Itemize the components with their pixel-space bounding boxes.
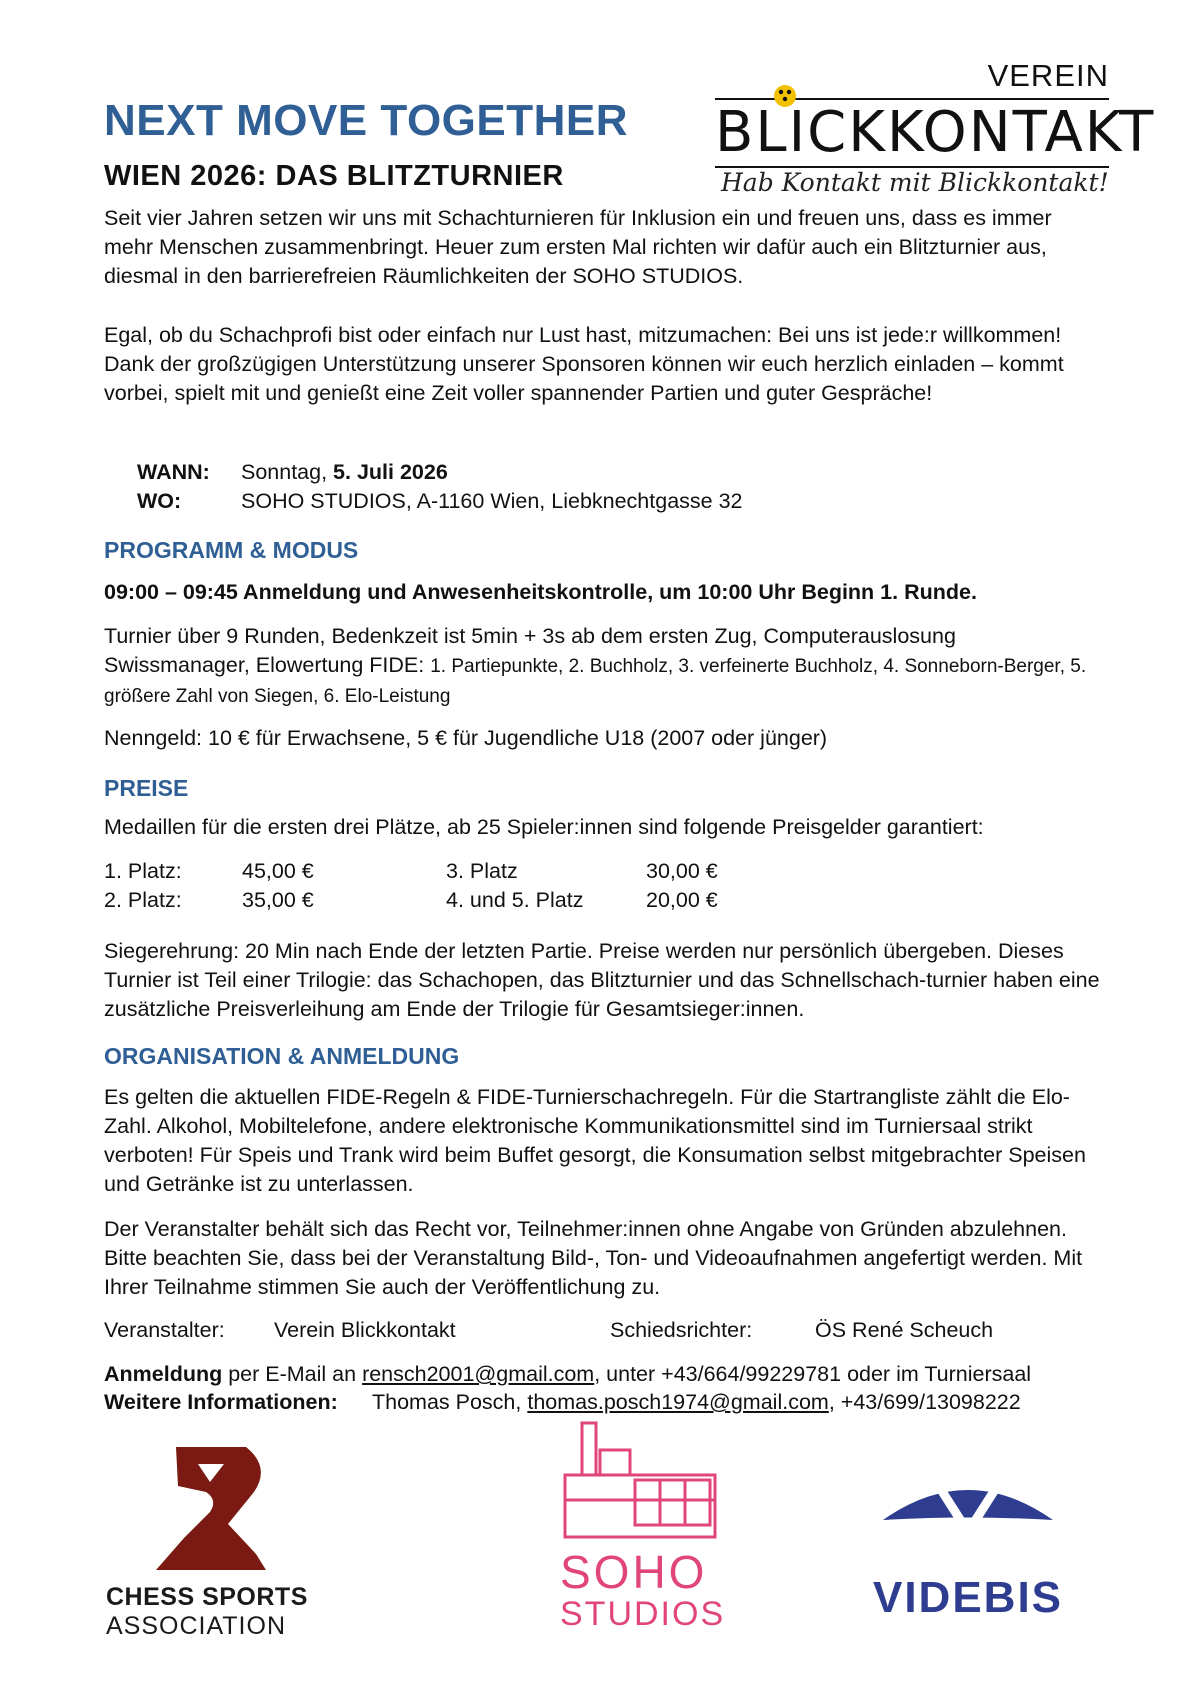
videbis-logo-text: VIDEBIS	[872, 1573, 1064, 1622]
more-info-row	[104, 1390, 1021, 1415]
prize-amount: 35,00 €	[242, 888, 314, 912]
intro-paragraph-1: Seit vier Jahren setzen wir uns mit Schachturnieren für Inklusion ein und freuen uns, dass es immer mehr Menschen zusammenbringt. Heuer zum ersten Mal richten wir dafür auch ein Blitzturnier aus, diesmal in den barrierefreien Räumlichkeiten der SOHO STUDIOS.	[104, 206, 1052, 288]
prize-place: 2. Platz:	[104, 888, 182, 912]
eye-icon	[858, 1480, 1078, 1560]
organizer-value: Verein Blickkontakt	[274, 1318, 456, 1342]
organizer-row	[104, 1318, 456, 1343]
prize-amount: 20,00 €	[646, 888, 718, 912]
logo-slogan: Hab Kontakt mit Blickkontakt!	[721, 168, 1109, 197]
prize-row	[104, 859, 314, 884]
referee-value: ÖS René Scheuch	[815, 1318, 994, 1342]
logo-verein-text: VEREIN	[987, 58, 1109, 93]
soho-logo-line-1: SOHO	[560, 1546, 708, 1598]
preise-ceremony: Siegerehrung: 20 Min nach Ende der letzten Partie. Preise werden nur persönlich übergeben. Dieses Turnier ist Teil einer Trilogie: das Schachopen, das Blitzturnier und das Schnellschach-turnier haben eine zusätzliche Preisverleihung am Ende der Trilogie für Gesamtsieger:innen.	[104, 939, 1100, 1021]
chess-logo-line-1: CHESS SPORTS	[106, 1583, 308, 1611]
registration-email-link[interactable]: rensch2001@gmail.com	[362, 1362, 595, 1386]
prize-row	[446, 888, 718, 913]
programm-fee: Nenngeld: 10 € für Erwachsene, 5 € für Jugendliche U18 (2007 oder jünger)	[104, 726, 828, 750]
more-info-phone: , +43/699/13098222	[828, 1390, 1021, 1414]
page-subtitle: WIEN 2026: DAS BLITZTURNIER	[104, 160, 564, 192]
chess-logo-line-2: ASSOCIATION	[106, 1612, 287, 1640]
videbis-logo	[858, 1480, 1078, 1620]
referee-row	[610, 1318, 993, 1343]
prize-place: 4. und 5. Platz	[446, 888, 584, 912]
registration-label: Anmeldung	[104, 1362, 223, 1386]
registration-text-1: per E-Mail an	[222, 1362, 363, 1386]
registration-text-2: , unter +43/664/99229781 oder im Turniersaal	[594, 1362, 1032, 1386]
prize-amount: 30,00 €	[646, 859, 718, 883]
modus-main: Turnier über 9 Runden, Bedenkzeit ist 5min + 3s ab dem ersten Zug, Computerauslosung Swissmanager, Elowertung FIDE:	[104, 624, 956, 677]
programm-schedule: 09:00 – 09:45 Anmeldung und Anwesenheitskontrolle, um 10:00 Uhr Beginn 1. Runde.	[104, 580, 977, 604]
soho-logo-line-2: STUDIOS	[560, 1595, 726, 1633]
more-info-email-link[interactable]: thomas.posch1974@gmail.com	[527, 1390, 829, 1414]
registration-row	[104, 1362, 1031, 1387]
modus-tiebreaks: 1. Partiepunkte, 2. Buchholz, 3. verfeinerte Buchholz, 4. Sonneborn-Berger, 5. größere Zahl von Siegen, 6. Elo-Leistung	[104, 656, 1087, 707]
organisation-paragraph-2: Der Veranstalter behält sich das Recht vor, Teilnehmer:innen ohne Angabe von Gründen abzulehnen. Bitte beachten Sie, dass bei der Veranstaltung Bild-, Ton- und Videoaufnahmen angefertigt werden. Mit Ihrer Teilnahme stimmen Sie auch der Veröffentlichung zu.	[104, 1217, 1083, 1299]
organisation-heading: ORGANISATION & ANMELDUNG	[104, 1043, 460, 1069]
prize-place: 1. Platz:	[104, 859, 182, 883]
chess-sports-association-logo	[106, 1442, 316, 1640]
intro-paragraph-2: Egal, ob du Schachprofi bist oder einfach nur Lust hast, mitzumachen: Bei uns ist jede:r willkommen! Dank der großzügigen Unterstützung unserer Sponsoren können wir euch herzlich einladen – kommt vorbei, spielt mit und genießt eine Zeit voller spannender Partien und guter Gespräche!	[104, 323, 1064, 405]
organizer-label: Veranstalter:	[104, 1318, 225, 1342]
prize-row	[446, 859, 718, 884]
more-info-name: Thomas Posch,	[372, 1390, 528, 1414]
soho-studios-logo	[560, 1420, 730, 1642]
logo-word: BLICKKONTAKT	[715, 100, 1156, 165]
where-label: WO:	[137, 489, 182, 513]
page-title: NEXT MOVE TOGETHER	[104, 96, 629, 145]
when-date: 5. Juli 2026	[333, 460, 448, 484]
prize-row	[104, 888, 314, 913]
prize-amount: 45,00 €	[242, 859, 314, 883]
programm-heading: PROGRAMM & MODUS	[104, 537, 359, 563]
event-when-row	[137, 460, 448, 485]
where-value: SOHO STUDIOS, A-1160 Wien, Liebknechtgasse 32	[241, 489, 743, 513]
preise-heading: PREISE	[104, 775, 189, 801]
organisation-paragraph-1: Es gelten die aktuellen FIDE-Regeln & FIDE-Turnierschachregeln. Für die Startrangliste zählt die Elo-Zahl. Alkohol, Mobiltelefone, andere elektronische Kommunikationsmittel sind im Turniersaal strikt verboten! Für Speis und Trank wird beim Buffet gesorgt, die Konsumation selbst mitgebrachter Speisen und Getränke ist zu unterlassen.	[104, 1085, 1086, 1196]
event-where-row	[137, 489, 743, 514]
blickkontakt-logo	[715, 58, 1156, 208]
programm-modus	[104, 622, 1104, 711]
knight-icon	[106, 1442, 316, 1572]
when-day: Sonntag,	[241, 460, 334, 484]
referee-label: Schiedsrichter:	[610, 1318, 753, 1342]
preise-intro: Medaillen für die ersten drei Plätze, ab 25 Spieler:innen sind folgende Preisgelder garantiert:	[104, 815, 984, 839]
more-info-label: Weitere Informationen:	[104, 1390, 338, 1414]
when-label: WANN:	[137, 460, 210, 484]
prize-place: 3. Platz	[446, 859, 518, 883]
building-icon	[560, 1420, 720, 1540]
